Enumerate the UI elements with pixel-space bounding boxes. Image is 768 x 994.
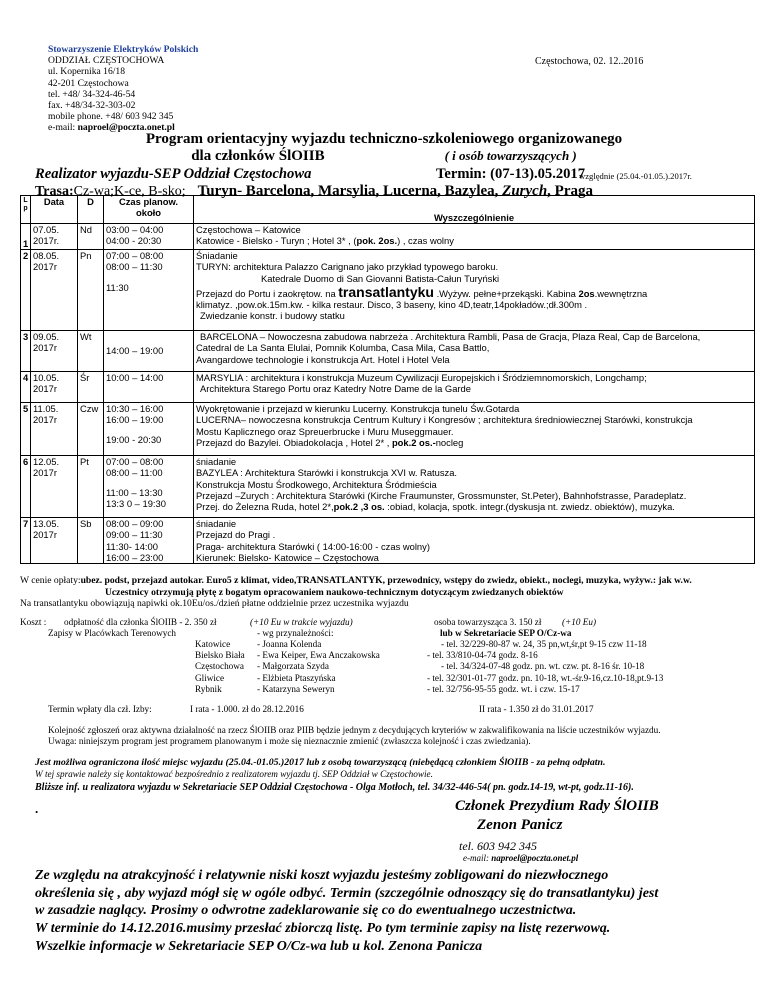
org-name: Stowarzyszenie Elektryków Polskich (48, 44, 199, 55)
row-times: 03:00 – 04:00 04:00 - 20:30 (104, 224, 194, 250)
price-includes: W cenie opłaty:ubez. podst, przejazd autokar. Euro5 z klimat, video,TRANSATLANTYK, przewodnicy, wstępy do zwiedz, obiekt., noclegi, muzyka, wyżyw.: jak w.w. (20, 575, 692, 586)
org-postcode: 42-201 Częstochowa (48, 77, 129, 89)
row-times: 10:00 – 14:00 (104, 372, 194, 403)
cost-member-extra: (+10 Eu w trakcie wyjazdu) (250, 617, 353, 627)
possible-line2: W tej sprawie należy się kontaktować bezpośrednio z realizatorem wyjazdu tj. SEP Oddział w Częstochowie. (35, 769, 433, 779)
title-line2-note: ( i osób towarzyszących ) (444, 148, 577, 163)
row-day: Pt (78, 456, 104, 518)
row-times: 08:00 – 09:00 09:00 – 11:30 11:30- 14:00 16:00 – 23:00 (104, 518, 194, 564)
table-row (21, 250, 755, 331)
row-lp: 5 (21, 403, 31, 456)
row-description: BARCELONA – Nowoczesna zabudowa nabrzeża . Architektura Rambli, Pasa de Gracja, Plaza Real, Cap de Barcelona, Catedral de La Santa Elulai, Pomnik Kolumba, Casa Mila, Casa Battlo, Avangardowe technologie i konstrukcja Art. Hotel i Hotel Vela (194, 331, 755, 372)
row-lp: 6 (21, 456, 31, 518)
organizer: Realizator wyjazdu-SEP Oddział Częstochowa (35, 166, 312, 182)
table-row (21, 403, 755, 456)
table-row (21, 331, 755, 372)
row-description: MARSYLIA : architektura i konstrukcja Muzeum Cywilizacji Europejskich i Śródziemnomorskich, Longchamp; Architektura Starego Portu oraz Katedry Notre Dame de la Garde (194, 372, 755, 403)
row-description: śniadanie BAZYLEA : Architektura Starówki i konstrukcja XVI w. Ratusza. Konstrukcja Mostu Środkowego, Architektura Śródmieścia Przejazd –Zurych : Architektura Starówki (Kirche Fraumunster, Grossmunster, St.Peter), Bahnhofstrasse, Paradeplatz. Przej. do Żelezna Ruda, hotel 2*,pok.2 ,3 os. :obiad, kolacja, spotk. integr.(dyskusja nt. zwiedz. obiektów), muzyka. (194, 456, 755, 518)
cost-member: odpłatność dla członka ŚlOIIB - 2. 350 zł (64, 617, 217, 627)
signature-email[interactable]: naproel@poczta.onet.pl (491, 853, 579, 863)
row-description: śniadanie Przejazd do Pragi . Praga- architektura Starówki ( 14:00-16:00 - czas wolny) Kierunek: Bielsko- Katowice – Częstochowa (194, 518, 755, 564)
org-fax: fax. +48/34-32-303-02 (48, 100, 136, 112)
table-header (21, 196, 755, 224)
bullet-dot: . (35, 801, 39, 816)
cost-companion: osoba towarzysząca 3. 150 zł (434, 617, 542, 627)
header-lp: L p (21, 196, 31, 224)
program-table (20, 195, 755, 564)
row-lp: 4 (21, 372, 31, 403)
order-note-2: Uwaga: niniejszym program jest programem planowanym i może się nieznacznie zmienić (zwłaszcza kolejność i czas zwiedzania). (48, 736, 531, 746)
possible-line1: Jest możliwa ograniczona ilość miejsc wyjazdu (25.04.-01.05.)2017 lub z osobą towarzyszącą (niebędącą członkiem ŚlOIIB - za pełną odpłatn. (35, 757, 606, 768)
header-description: Wyszczególnienie (194, 196, 755, 224)
row-description: Częstochowa – Katowice Katowice - Bielsko - Turyn ; Hotel 3* , (pok. 2os.) , czas wolny (194, 224, 755, 250)
row-times: 14:00 – 19:00 (104, 331, 194, 372)
org-mobile: mobile phone. +48/ 603 942 345 (48, 111, 174, 123)
letter-date: Częstochowa, 02. 12..2016 (535, 56, 644, 67)
membership-label: - wg przynależności: (257, 628, 334, 638)
office-cities: Katowice Bielsko Biała Częstochowa Gliwice Rybnik (195, 639, 245, 694)
row-times: 10:30 – 16:00 16:00 – 19:00 19:00 - 20:30 (104, 403, 194, 456)
row-date: 08.05. 2017r (31, 250, 78, 331)
row-date: 12.05. 2017r (31, 456, 78, 518)
row-date: 11.05. 2017r (31, 403, 78, 456)
row-date: 07.05. 2017r. (31, 224, 78, 250)
signature-email-line: e-mail: naproel@poczta.onet.pl (463, 853, 579, 863)
header-day: D (78, 196, 104, 224)
title-line1: Program orientacyjny wyjazdu techniczno-szkoleniowego organizowanego (145, 131, 623, 147)
table-row (21, 224, 755, 250)
cost-companion-extra: (+10 Eu) (562, 617, 597, 627)
header-time: Czas planow. około (104, 196, 194, 224)
cost-label: Koszt : (20, 617, 47, 627)
office-contacts: - tel. 32/229-80-87 w. 24, 35 pn,wt,śr,pt 9-15 czw 11-18 - tel. 33/810-04-74 godz. 8-16 - tel. 34/324-07-48 godz. pn. wt. czw. pt. 8-16 śr. 10-18 - tel. 32/301-01-77 godz. pn. 10-18, wt.-śr.9-16,cz.10-18,pt.9-13 - tel. 32/756-95-55 godz. wt. i czw. 15-17 (427, 639, 664, 694)
row-day: Sb (78, 518, 104, 564)
org-email[interactable]: naproel@poczta.onet.pl (77, 122, 175, 134)
row-day: Nd (78, 224, 104, 250)
office-persons: - Joanna Kolenda - Ewa Keiper, Ewa Anczakowska - Małgorzata Szyda - Elżbieta Ptaszyńska - Katarzyna Seweryn (257, 639, 380, 694)
term-note: względnie (25.04.-01.05.).2017r. (579, 171, 692, 181)
payment-rate2: II rata - 1.350 zł do 31.01.2017 (479, 704, 594, 714)
organization-address (48, 44, 198, 134)
table-row (21, 372, 755, 403)
payment-deadline-label: Termin wpłaty dla czł. Izby: (48, 704, 152, 714)
row-lp: 7 (21, 518, 31, 564)
route: Trasa:Cz-wa;K-ce, B-sko; Turyn- Barcelona, Marsylia, Lucerna, Bazylea, Zurych, Praga (35, 183, 593, 199)
header-date: Data (31, 196, 78, 224)
payment-rate1: I rata - 1.000. zł do 28.12.2016 (190, 704, 304, 714)
row-date: 10.05. 2017r (31, 372, 78, 403)
table-row (21, 456, 755, 518)
org-branch: ODDZIAŁ CZĘSTOCHOWA (48, 55, 165, 67)
row-times: 07:00 – 08:00 08:00 – 11:30 11:30 (104, 250, 194, 331)
row-description: Śniadanie TURYN: architektura Palazzo Carignano jako przykład typowego baroku. Katedrale Duomo di San Giovanni Batista-Całun Turyński Przejazd do Portu i zaokrętow. na transatlantyku .Wyżyw. pełne+przekąski. Kabina 2os.wewnętrzna klimatyz. ,pow.ok.15m.kw. - kilka restaur. Disco, 3 baseny, kino 4D,teatr,14pokładów.;dł.300m . Zwiedzanie konstr. i budowy statku (194, 250, 755, 331)
row-lp: 3 (21, 331, 31, 372)
row-date: 09.05. 2017r (31, 331, 78, 372)
row-lp: 1 (21, 224, 31, 250)
row-date: 13.05. 2017r (31, 518, 78, 564)
row-day: Czw (78, 403, 104, 456)
or-sep-office: lub w Sekretariacie SEP O/Cz-wa (440, 628, 572, 638)
booklet-note: Uczestnicy otrzymują płytę z bogatym opracowaniem naukowo-technicznym dotyczącym zwiedzanych obiektów (105, 587, 564, 598)
signature-title: Członek Prezydium Rady ŚlOIIB (455, 798, 659, 814)
signature-name: Zenon Panicz (477, 817, 563, 833)
tips-note: Na transatlantyku obowiązują napiwki ok.10Eu/os./dzień płatne oddzielnie przez uczestnika wyjazdu (20, 598, 409, 609)
org-email-line: e-mail: naproel@poczta.onet.pl (48, 122, 175, 134)
row-day: Wt (78, 331, 104, 372)
possible-line3: Bliższe inf. u realizatora wyjazdu w Sekretariacie SEP Oddział Częstochowa - Olga Motłoch, tel. 34/32-446-54( pn. godz.14-19, wt-pt, godz.11-16). (35, 782, 634, 793)
row-times: 07:00 – 08:00 08:00 – 11:00 11:00 – 13:30 13:3 0 – 19:30 (104, 456, 194, 518)
row-lp: 2 (21, 250, 31, 331)
org-tel: tel. +48/ 34-324-46-54 (48, 88, 136, 100)
signature-tel: tel. 603 942 345 (459, 839, 537, 853)
row-day: Pn (78, 250, 104, 331)
table-row (21, 518, 755, 564)
order-note-1: Kolejność zgłoszeń oraz aktywna działalność na rzecz ŚlOIIB oraz PIIB będzie jednym z decydujących kryteriów w zakwalifikowania na liście uczestników wyjazdu. (48, 725, 661, 735)
final-paragraph: Ze względu na atrakcyjność i relatywnie niski koszt wyjazdu jesteśmy zobligowani do niezwłocznego określenia się , aby wyjazd mógł się w ogóle odbyć. Termin (szczególnie odnoszący się do transatlantyku) jest w zasadzie naglący. Prosimy o odwrotne zadeklarowanie się co do ewentualnego uczestnictwa. W terminie do 14.12.2016.musimy przesłać zbiorczą listę. Po tym terminie zapisy na listę rezerwową. Wszelkie informacje w Sekretariacie SEP O/Cz-wa lub u kol. Zenona Panicza (35, 868, 659, 954)
row-description: Wyokrętowanie i przejazd w kierunku Lucerny. Konstrukcja tunelu Św.Gotarda LUCERNA– nowoczesna konstrukcja Centrum Kultury i Kongresów ; architektura średniowiecznej Starówki, konstrukcja Mostu Kaplicznego oraz Spreuerbrucke i Muru Museggmauer. Przejazd do Bazylei. Obiadokolacja , Hotel 2* , pok.2 os.-nocleg (194, 403, 755, 456)
org-street: ul. Kopernika 16/18 (48, 66, 126, 78)
title-line2: dla członków ŚlOIIB ( i osób towarzyszących ) (191, 148, 577, 164)
term: Termin: (07-13).05.2017 (436, 166, 586, 182)
row-day: Śr (78, 372, 104, 403)
signup-label: Zapisy w Placówkach Terenowych (48, 628, 177, 638)
